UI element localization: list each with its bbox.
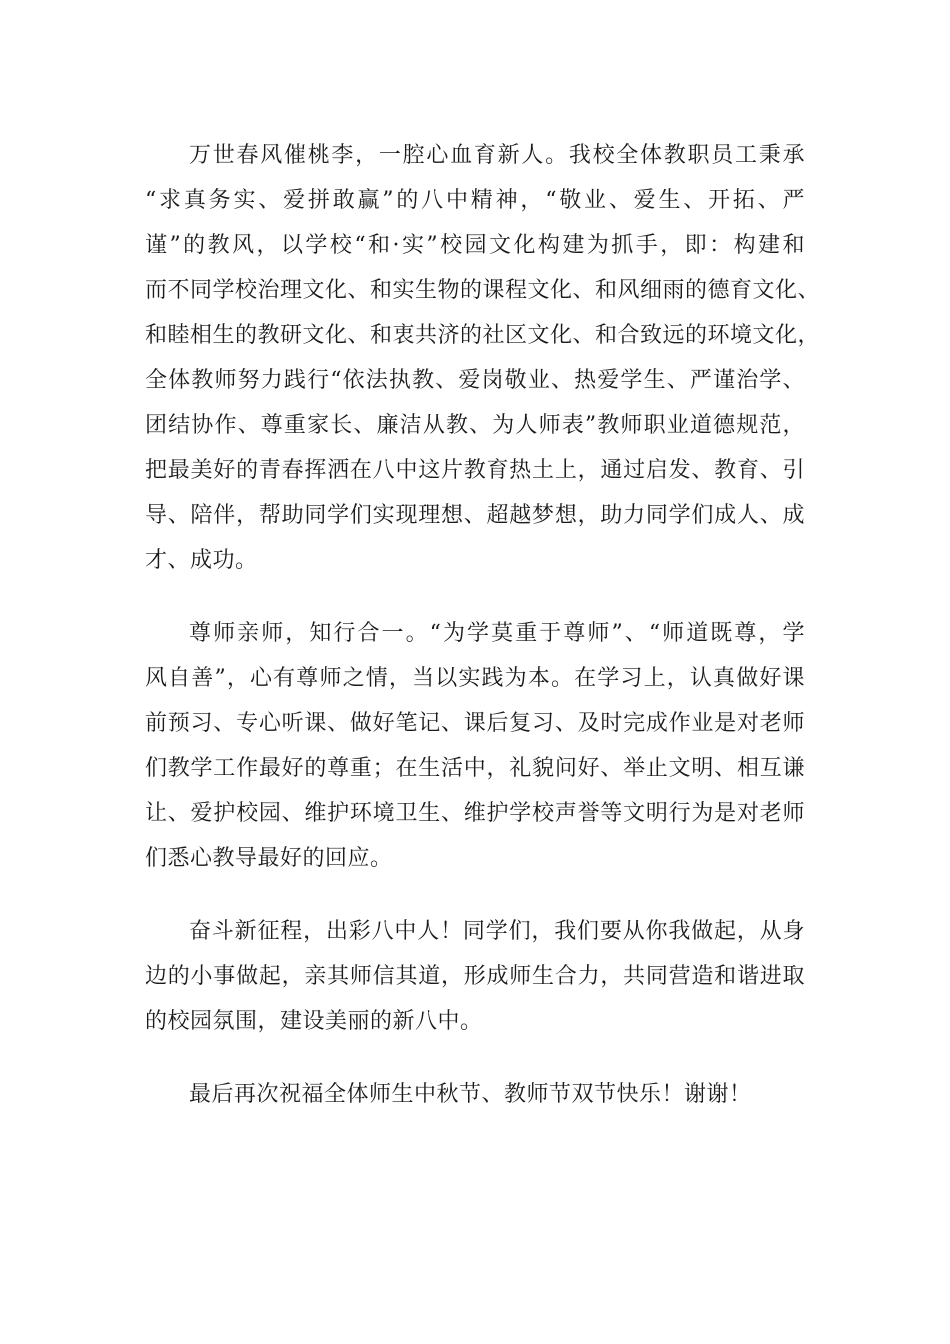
text-line: 们教学工作最好的尊重；在生活中，礼貌问好、举止文明、相互谦 (145, 756, 805, 781)
text-line: 万世春风催桃李，一腔心血育新人。我校全体教职员工秉承 (189, 143, 805, 168)
text-line: 全体教师努力践行“依法执教、爱岗敬业、热爱学生、严谨治学、 (145, 368, 805, 393)
text-line: 导、陪伴，帮助同学们实现理想、超越梦想，助力同学们成人、成 (145, 503, 805, 528)
text-line: 的校园氛围，建设美丽的新八中。 (145, 1009, 483, 1034)
text-line: 和睦相生的教研文化、和衷共济的社区文化、和合致远的环境文化， (145, 323, 821, 348)
text-line: 风自善”，心有尊师之情，当以实践为本。在学习上，认真做好课 (145, 666, 805, 691)
text-line: 们悉心教导最好的回应。 (145, 846, 393, 871)
text-line: 前预习、专心听课、做好笔记、课后复习、及时完成作业是对老师 (145, 711, 805, 736)
paragraph-spacer (145, 881, 805, 909)
text-line: 谨”的教风，以学校“和·实”校园文化构建为抓手，即：构建和 (145, 233, 805, 258)
paragraph-spacer (145, 1044, 805, 1072)
text-line: “求真务实、爱拼敢赢”的八中精神，“敬业、爱生、开拓、严 (145, 188, 805, 213)
text-line: 才、成功。 (145, 548, 258, 573)
paragraph-4 (145, 1072, 805, 1117)
text-line: 团结协作、尊重家长、廉洁从教、为人师表”教师职业道德规范， (145, 413, 805, 438)
text-line: 边的小事做起，亲其师信其道，形成师生合力，共同营造和谐进取 (145, 964, 805, 989)
text-line: 而不同学校治理文化、和实生物的课程文化、和风细雨的德育文化、 (145, 278, 821, 303)
paragraph-3 (145, 909, 805, 1044)
paragraph-2 (145, 611, 805, 881)
text-line: 奋斗新征程，出彩八中人！同学们，我们要从你我做起，从身 (189, 919, 805, 944)
text-line: 尊师亲师，知行合一。“为学莫重于尊师”、“师道既尊，学 (189, 621, 805, 646)
document-body (145, 133, 821, 1117)
paragraph-spacer (145, 583, 805, 611)
text-line: 让、爱护校园、维护环境卫生、维护学校声誉等文明行为是对老师 (145, 801, 805, 826)
text-line: 最后再次祝福全体师生中秋节、教师节双节快乐！谢谢！ (189, 1082, 752, 1107)
paragraph-1 (145, 133, 821, 583)
text-line: 把最美好的青春挥洒在八中这片教育热土上，通过启发、教育、引 (145, 458, 805, 483)
